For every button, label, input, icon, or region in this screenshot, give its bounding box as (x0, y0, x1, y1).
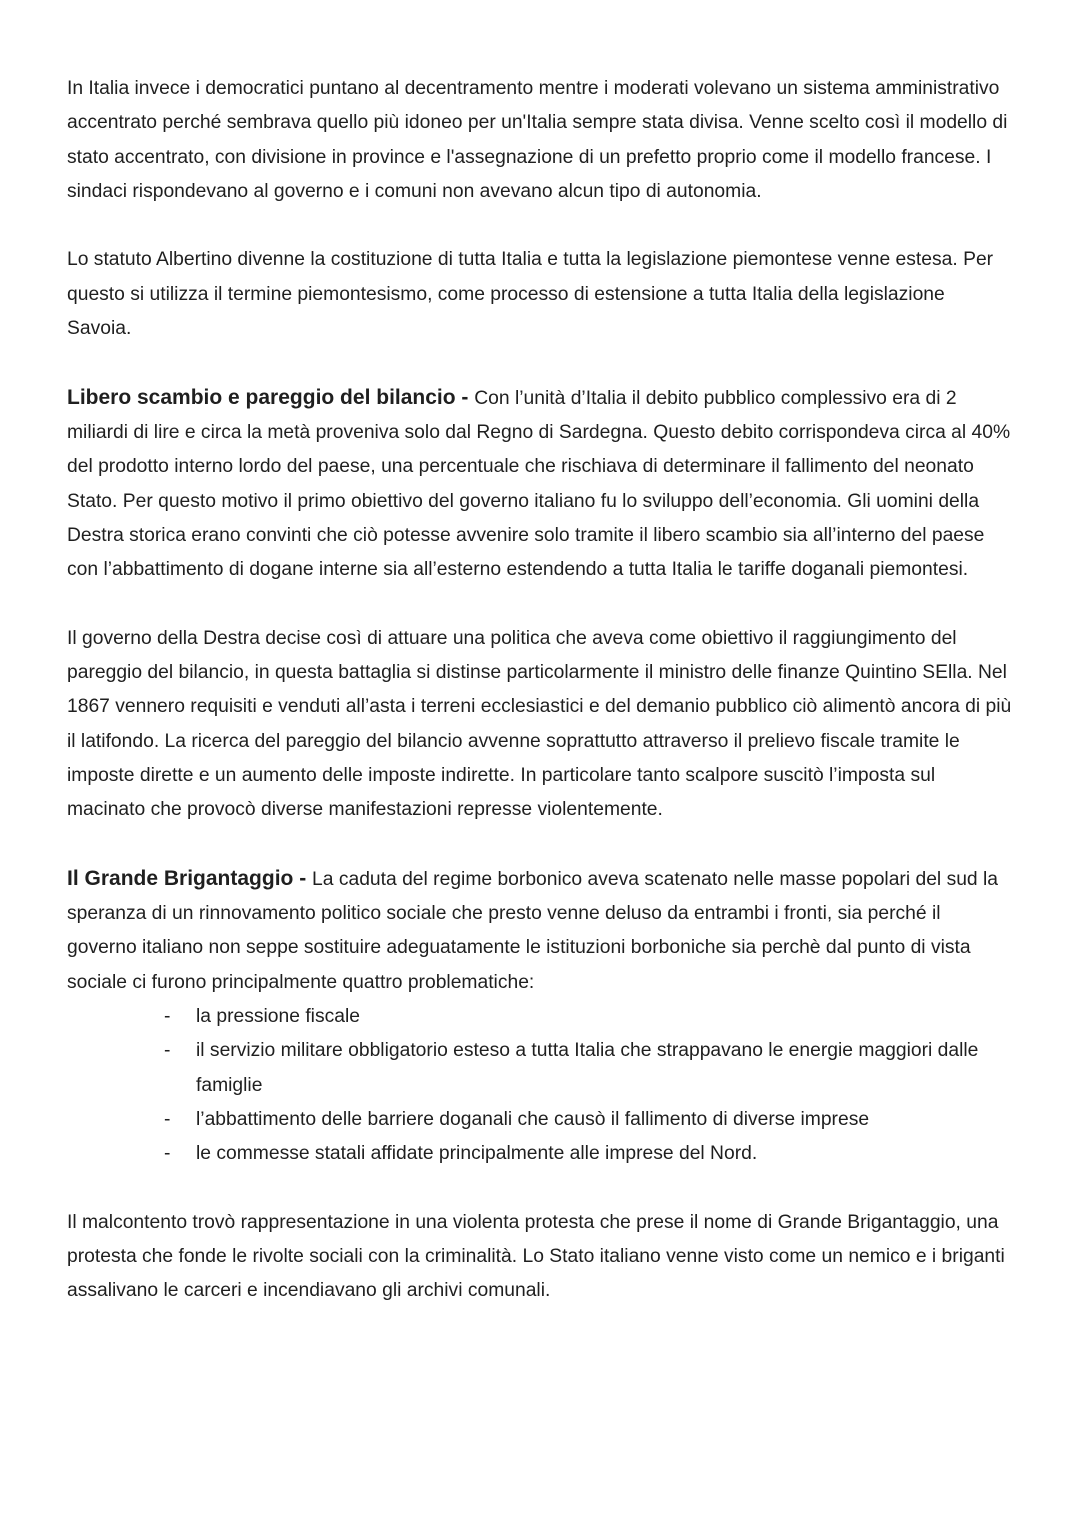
problem-list (67, 1000, 1012, 1171)
paragraph-decentramento: In Italia invece i democratici puntano al decentramento mentre i moderati volevano un sistema amministrativo accentrato perché sembrava quello più idoneo per un'Italia sempre stata divisa. Venne scelto così il modello di stato accentrato, con divisione in province e l'assegnazione di un prefetto proprio come il modello francese. I sindaci rispondevano al governo e i comuni non avevano alcun tipo di autonomia. (67, 78, 1008, 202)
list-item-text: il servizio militare obbligatorio esteso a tutta Italia che strappavano le energie maggiori dalle famiglie (196, 1040, 979, 1096)
paragraph-libero-scambio-body: Con l’unità d’Italia il debito pubblico complessivo era di 2 miliardi di lire e circa la metà proveniva solo dal Regno di Sardegna. Questo debito corrispondeva circa al 40% del prodotto interno lordo del paese, una percentuale che rischiava di determinare il fallimento del neonato Stato. Per questo motivo il primo obiettivo del governo italiano fu lo sviluppo dell’economia. Gli uomini della Destra storica erano convinti che ciò potesse avvenire solo tramite il libero scambio sia all’interno del paese con l’abbattimento di dogane interne sia all’esterno estendendo a tutta Italia le tariffe doganali piemontesi. (67, 387, 1011, 581)
bullet-dash: - (164, 1040, 171, 1062)
list-item-text: la pressione fiscale (196, 1006, 360, 1028)
list-item (164, 1137, 1012, 1171)
heading-grande-brigantaggio: Il Grande Brigantaggio - (67, 866, 313, 890)
list-item (164, 1103, 1012, 1137)
document-page (67, 72, 1012, 1343)
paragraph-malcontento: Il malcontento trovò rappresentazione in una violenta protesta che prese il nome di Grande Brigantaggio, una protesta che fonde le rivolte sociali con la criminalità. Lo Stato italiano venne visto come un nemico e i briganti assalivano le carceri e incendiavano gli archivi comunali. (67, 1211, 1005, 1302)
heading-libero-scambio: Libero scambio e pareggio del bilancio - (67, 385, 475, 409)
paragraph-libero-scambio (67, 381, 1012, 588)
list-item (164, 1000, 1012, 1034)
list-item-text: l’abbattimento delle barriere doganali che causò il fallimento di diverse imprese (196, 1108, 870, 1130)
list-item-text: le commesse statali affidate principalmente alle imprese del Nord. (196, 1143, 758, 1165)
paragraph-grande-brigantaggio (67, 862, 1012, 1000)
bullet-dash: - (164, 1108, 171, 1130)
list-item (164, 1034, 1012, 1103)
paragraph-statuto-albertino: Lo statuto Albertino divenne la costituzione di tutta Italia e tutta la legislazione piemontese venne estesa. Per questo si utilizza il termine piemontesismo, come processo di estensione a tutta Italia della legislazione Savoia. (67, 249, 994, 340)
bullet-dash: - (164, 1143, 171, 1165)
paragraph-pareggio-bilancio: Il governo della Destra decise così di attuare una politica che aveva come obiettivo il raggiungimento del pareggio del bilancio, in questa battaglia si distinse particolarmente il ministro delle finanze Quintino SElla. Nel 1867 vennero requisiti e venduti all’asta i terreni ecclesiastici e del demanio pubblico ciò alimentò ancora di più il latifondo. La ricerca del pareggio del bilancio avvenne soprattutto attraverso il prelievo fiscale tramite le imposte dirette e un aumento delle imposte indirette. In particolare tanto scalpore suscitò l’imposta sul macinato che provocò diverse manifestazioni represse violentemente. (67, 627, 1012, 821)
bullet-dash: - (164, 1006, 171, 1028)
paragraph-grande-brigantaggio-body: La caduta del regime borbonico aveva scatenato nelle masse popolari del sud la speranza di un rinnovamento politico sociale che presto venne deluso da entrambi i fronti, sia perché il governo italiano non seppe sostituire adeguatamente le istituzioni borboniche sia perchè dal punto di vista sociale ci furono principalmente quattro problematiche: (67, 868, 999, 993)
